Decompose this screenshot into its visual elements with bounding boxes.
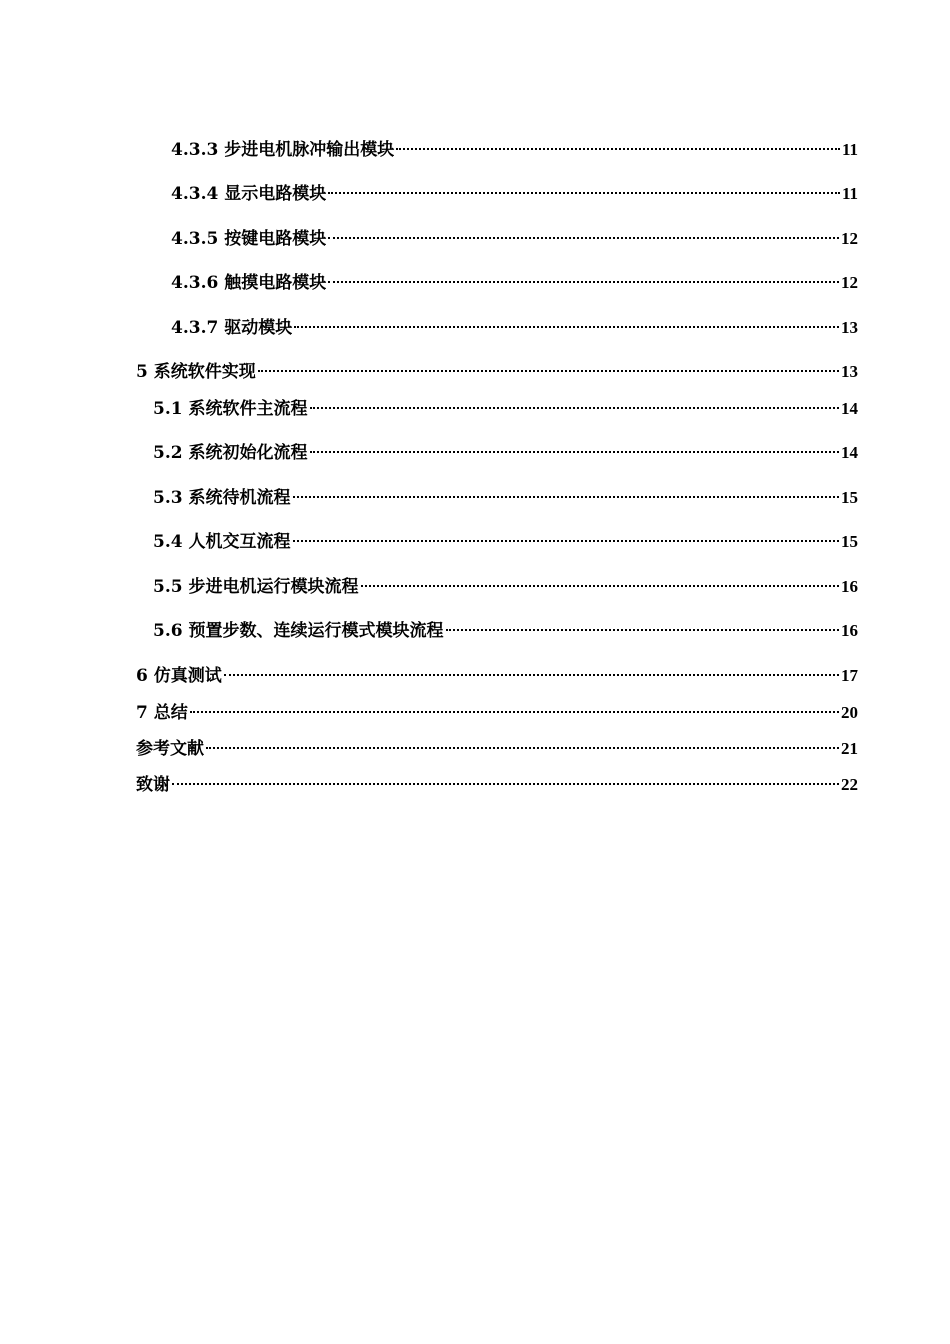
toc-entry-page: 11 (841, 140, 858, 159)
toc-leader-dots (310, 451, 840, 453)
toc-entry-label: 6 仿真测试 (136, 666, 222, 686)
toc-entry-page: 14 (841, 443, 858, 462)
toc-entry-4-3-4[interactable] (171, 182, 858, 206)
toc-entry-page: 15 (841, 532, 858, 551)
toc-entry-label: 4.3.7 驱动模块 (171, 318, 293, 338)
toc-entry-label: 5 系统软件实现 (136, 362, 256, 382)
toc-entry-label: 5.6 预置步数、连续运行模式模块流程 (153, 621, 444, 641)
toc-leader-dots (224, 674, 839, 676)
toc-entry-label: 7 总结 (136, 703, 188, 723)
toc-entry-page: 17 (841, 666, 858, 685)
toc-entry-page: 12 (841, 273, 858, 292)
toc-entry-label: 4.3.5 按键电路模块 (171, 229, 327, 249)
toc-entry-4-3-7[interactable] (171, 316, 858, 340)
toc-entry-page: 14 (841, 399, 858, 418)
toc-leader-dots (293, 496, 840, 498)
toc-entry-label: 5.1 系统软件主流程 (153, 399, 308, 419)
toc-entry-5-6[interactable] (153, 619, 858, 643)
toc-entry-page: 13 (841, 318, 858, 337)
toc-leader-dots (328, 192, 840, 194)
toc-entry-5-1[interactable] (153, 397, 858, 421)
toc-leader-dots (328, 281, 839, 283)
toc-entry-page: 21 (841, 739, 858, 758)
toc-leader-dots (310, 407, 840, 409)
toc-entry-page: 22 (841, 775, 858, 794)
toc-entry-4-3-6[interactable] (171, 271, 858, 295)
toc-entry-page: 20 (841, 703, 858, 722)
toc-entry-page: 15 (841, 488, 858, 507)
toc-entry-page: 11 (841, 184, 858, 203)
toc-leader-dots (206, 747, 839, 749)
toc-entry-page: 16 (841, 577, 858, 596)
toc-leader-dots (172, 783, 839, 785)
toc-entry-acknowledgements[interactable] (136, 773, 858, 797)
toc-entry-5-4[interactable] (153, 530, 858, 554)
toc-entry-label: 致谢 (136, 775, 170, 795)
toc-entry-5[interactable] (136, 360, 858, 384)
toc-entry-label: 4.3.4 显示电路模块 (171, 184, 327, 204)
toc-entry-label: 4.3.6 触摸电路模块 (171, 273, 327, 293)
toc-leader-dots (190, 711, 839, 713)
toc-entry-page: 13 (841, 362, 858, 381)
toc-entry-label: 5.2 系统初始化流程 (153, 443, 308, 463)
toc-entry-5-3[interactable] (153, 486, 858, 510)
toc-entry-4-3-5[interactable] (171, 227, 858, 251)
toc-entry-7[interactable] (136, 701, 858, 725)
toc-entry-label: 5.5 步进电机运行模块流程 (153, 577, 359, 597)
toc-entry-page: 16 (841, 621, 858, 640)
toc-leader-dots (293, 540, 840, 542)
toc-leader-dots (396, 148, 840, 150)
toc-entry-label: 5.3 系统待机流程 (153, 488, 291, 508)
toc-entry-5-5[interactable] (153, 575, 858, 599)
toc-leader-dots (294, 326, 839, 328)
toc-leader-dots (361, 585, 840, 587)
toc-entry-label: 参考文献 (136, 739, 204, 759)
toc-entry-5-2[interactable] (153, 441, 858, 465)
toc-leader-dots (328, 237, 839, 239)
toc-entry-references[interactable] (136, 737, 858, 761)
toc-entry-6[interactable] (136, 664, 858, 688)
toc-leader-dots (258, 370, 839, 372)
toc-entry-label: 5.4 人机交互流程 (153, 532, 291, 552)
toc-entry-page: 12 (841, 229, 858, 248)
toc-entry-label: 4.3.3 步进电机脉冲输出模块 (171, 140, 395, 160)
toc-leader-dots (446, 629, 840, 631)
toc-entry-4-3-3[interactable] (171, 138, 858, 162)
